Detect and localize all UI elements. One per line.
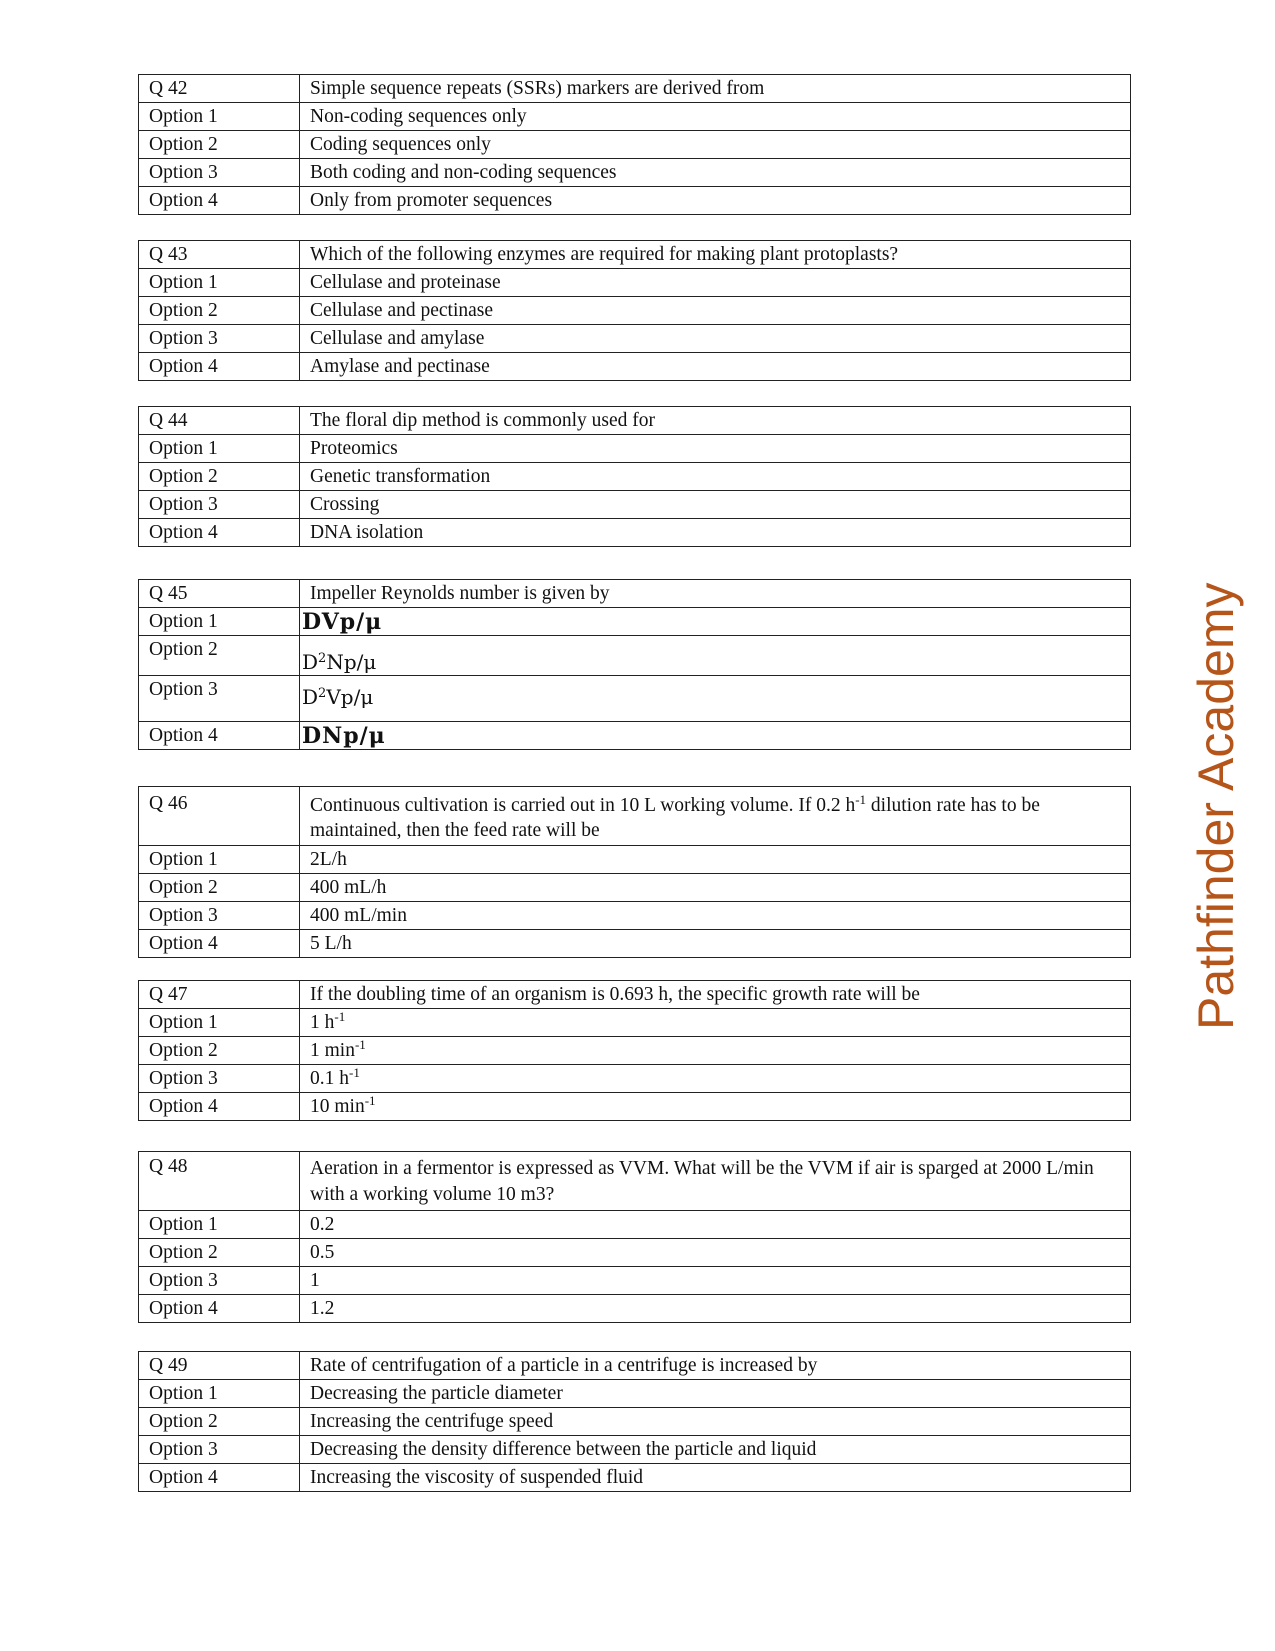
option-row	[139, 1295, 1131, 1323]
question-text: Impeller Reynolds number is given by	[300, 580, 1131, 608]
formula-text: DNp/μ	[300, 722, 1131, 750]
unit-exponent: -1	[334, 1009, 346, 1024]
question-text: Simple sequence repeats (SSRs) markers are derived from	[300, 75, 1131, 103]
option-text	[300, 1009, 1131, 1037]
option-text	[300, 1037, 1131, 1065]
option-label: Option 1	[139, 435, 300, 463]
question-table-q43	[138, 240, 1131, 381]
question-text-part: Continuous cultivation is carried out in 10 L working volume. If 0.2 h	[310, 795, 856, 816]
option-label: Option 2	[139, 636, 300, 676]
option-row	[139, 1009, 1131, 1037]
option-text: 0.5	[300, 1239, 1131, 1267]
option-label: Option 4	[139, 722, 300, 750]
question-text: If the doubling time of an organism is 0.693 h, the specific growth rate will be	[300, 981, 1131, 1009]
option-text: Increasing the viscosity of suspended fluid	[300, 1464, 1131, 1492]
question-table-q45	[138, 579, 1131, 750]
option-row	[139, 463, 1131, 491]
question-number: Q 46	[139, 787, 300, 846]
question-row	[139, 787, 1131, 846]
option-label: Option 1	[139, 269, 300, 297]
option-row	[139, 187, 1131, 215]
option-label: Option 4	[139, 353, 300, 381]
option-label: Option 4	[139, 187, 300, 215]
question-number: Q 44	[139, 407, 300, 435]
option-text: Cellulase and amylase	[300, 325, 1131, 353]
option-row	[139, 1436, 1131, 1464]
option-row	[139, 930, 1131, 958]
unit-value: 0.1 h	[310, 1068, 349, 1089]
question-text: Rate of centrifugation of a particle in a centrifuge is increased by	[300, 1352, 1131, 1380]
option-text	[300, 1065, 1131, 1093]
formula-text	[300, 676, 1131, 722]
option-row	[139, 325, 1131, 353]
option-label: Option 2	[139, 874, 300, 902]
option-text: Decreasing the particle diameter	[300, 1380, 1131, 1408]
option-row	[139, 1408, 1131, 1436]
option-text: Amylase and pectinase	[300, 353, 1131, 381]
option-label: Option 3	[139, 676, 300, 722]
option-text: 1	[300, 1267, 1131, 1295]
question-text	[300, 787, 1131, 846]
question-number: Q 43	[139, 241, 300, 269]
unit-value: 1 min	[310, 1040, 355, 1061]
option-text: 0.2	[300, 1211, 1131, 1239]
formula-exponent: 2	[318, 686, 327, 701]
option-text: Only from promoter sequences	[300, 187, 1131, 215]
option-text: Both coding and non-coding sequences	[300, 159, 1131, 187]
question-row	[139, 1352, 1131, 1380]
unit-value: 10 min	[310, 1096, 365, 1117]
option-label: Option 1	[139, 103, 300, 131]
option-row	[139, 159, 1131, 187]
question-row	[139, 580, 1131, 608]
unit-exponent: -1	[349, 1065, 360, 1080]
option-text	[300, 1093, 1131, 1121]
option-text: DNA isolation	[300, 519, 1131, 547]
question-row	[139, 981, 1131, 1009]
option-label: Option 3	[139, 1267, 300, 1295]
option-row	[139, 297, 1131, 325]
option-label: Option 2	[139, 297, 300, 325]
option-row	[139, 676, 1131, 722]
option-label: Option 1	[139, 1380, 300, 1408]
option-row	[139, 269, 1131, 297]
question-number: Q 49	[139, 1352, 300, 1380]
unit-exponent: -1	[364, 1093, 376, 1108]
option-label: Option 4	[139, 1093, 300, 1121]
option-row	[139, 722, 1131, 750]
formula-rest: Np/μ	[326, 650, 377, 674]
option-row	[139, 353, 1131, 381]
formula-rest: Vp/μ	[326, 685, 374, 709]
option-label: Option 2	[139, 1239, 300, 1267]
option-text: 2L/h	[300, 846, 1131, 874]
option-row	[139, 1380, 1131, 1408]
option-row	[139, 1267, 1131, 1295]
question-text-part: dilution rate has to be maintained, then the feed rate will be	[310, 795, 1040, 841]
option-label: Option 3	[139, 491, 300, 519]
option-label: Option 4	[139, 1295, 300, 1323]
option-row	[139, 435, 1131, 463]
option-row	[139, 491, 1131, 519]
watermark-text: Pathfinder Academy	[1188, 582, 1244, 1030]
option-row	[139, 1093, 1131, 1121]
option-row	[139, 1211, 1131, 1239]
option-row	[139, 103, 1131, 131]
option-row	[139, 519, 1131, 547]
option-label: Option 4	[139, 1464, 300, 1492]
option-row	[139, 1464, 1131, 1492]
unit-value: 1 h	[310, 1012, 335, 1033]
option-row	[139, 1065, 1131, 1093]
formula-exponent: 2	[318, 651, 327, 666]
option-label: Option 1	[139, 1211, 300, 1239]
watermark	[1187, 582, 1247, 1030]
question-text: The floral dip method is commonly used for	[300, 407, 1131, 435]
option-text: 1.2	[300, 1295, 1131, 1323]
option-row	[139, 131, 1131, 159]
question-row	[139, 1152, 1131, 1211]
option-label: Option 1	[139, 608, 300, 636]
question-number: Q 42	[139, 75, 300, 103]
option-row	[139, 874, 1131, 902]
formula-text: DVp/μ	[300, 608, 1131, 636]
option-row	[139, 636, 1131, 676]
option-row	[139, 1239, 1131, 1267]
option-text: 400 mL/min	[300, 902, 1131, 930]
option-label: Option 3	[139, 325, 300, 353]
option-row	[139, 608, 1131, 636]
formula-text	[300, 636, 1131, 676]
question-table-q48	[138, 1151, 1131, 1323]
unit-exponent: -1	[354, 1037, 366, 1052]
option-label: Option 2	[139, 131, 300, 159]
question-table-q42	[138, 74, 1131, 215]
option-label: Option 1	[139, 846, 300, 874]
option-label: Option 3	[139, 159, 300, 187]
option-label: Option 3	[139, 1065, 300, 1093]
formula-base: D	[302, 650, 319, 674]
option-text: Crossing	[300, 491, 1131, 519]
question-table-q46	[138, 786, 1131, 958]
option-text: 5 L/h	[300, 930, 1131, 958]
question-text: Aeration in a fermentor is expressed as VVM. What will be the VVM if air is sparged at 2000 L/min with a working volume 10 m3?	[300, 1152, 1131, 1211]
question-table-q44	[138, 406, 1131, 547]
formula-base: D	[302, 685, 319, 709]
question-text: Which of the following enzymes are required for making plant protoplasts?	[300, 241, 1131, 269]
question-number: Q 45	[139, 580, 300, 608]
option-label: Option 3	[139, 1436, 300, 1464]
option-label: Option 4	[139, 519, 300, 547]
question-number: Q 47	[139, 981, 300, 1009]
option-label: Option 2	[139, 1408, 300, 1436]
option-text: Genetic transformation	[300, 463, 1131, 491]
option-label: Option 2	[139, 463, 300, 491]
question-table-q49	[138, 1351, 1131, 1492]
unit-exponent: -1	[855, 792, 867, 807]
option-text: Cellulase and proteinase	[300, 269, 1131, 297]
question-number: Q 48	[139, 1152, 300, 1211]
option-label: Option 1	[139, 1009, 300, 1037]
option-text: Coding sequences only	[300, 131, 1131, 159]
option-text: Increasing the centrifuge speed	[300, 1408, 1131, 1436]
question-table-q47	[138, 980, 1131, 1121]
option-text: 400 mL/h	[300, 874, 1131, 902]
option-label: Option 3	[139, 902, 300, 930]
option-label: Option 4	[139, 930, 300, 958]
option-text: Decreasing the density difference between the particle and liquid	[300, 1436, 1131, 1464]
option-row	[139, 902, 1131, 930]
option-text: Proteomics	[300, 435, 1131, 463]
question-row	[139, 241, 1131, 269]
option-row	[139, 846, 1131, 874]
option-row	[139, 1037, 1131, 1065]
question-row	[139, 407, 1131, 435]
option-text: Non-coding sequences only	[300, 103, 1131, 131]
question-row	[139, 75, 1131, 103]
option-label: Option 2	[139, 1037, 300, 1065]
option-text: Cellulase and pectinase	[300, 297, 1131, 325]
